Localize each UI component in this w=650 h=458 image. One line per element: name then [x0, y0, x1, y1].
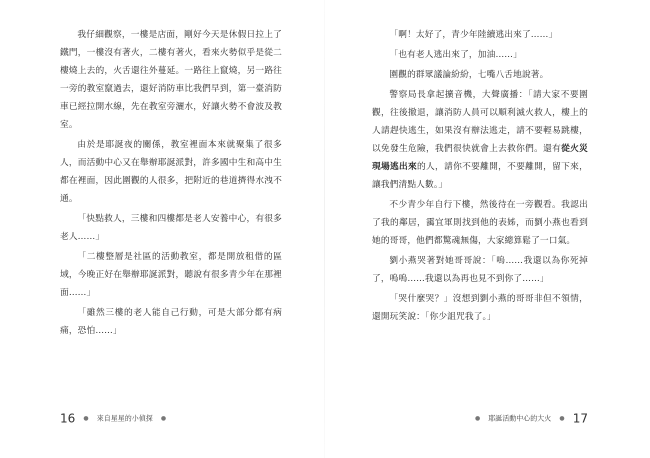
right-paragraph-3 [372, 66, 588, 84]
right-paragraph-4 [372, 86, 588, 194]
footer-dot-icon: ● [559, 415, 565, 422]
right-paragraph-6 [372, 252, 588, 288]
right-paragraph-6-text: 劉小燕哭著對她哥哥說：「嗚……我還以為你死掉了，嗚嗚……我還以為再也見不到你了……」 [372, 256, 588, 284]
left-running-title: 來自星星的小偵探 [96, 414, 153, 423]
left-page [60, 26, 282, 340]
right-paragraph-1-text: 「啊！太好了，青少年陸續逃出來了……」 [389, 30, 558, 40]
page-gutter [324, 0, 325, 458]
left-paragraph-4: 「二樓整層是社區的活動教室，都是開放租借的區域，今晚正好在舉辦耶誕派對，聽說有很多青少年在那裡面……」 [60, 252, 282, 298]
footer-dot-icon: ● [160, 415, 167, 422]
footer-dot-icon: ● [474, 415, 481, 422]
footer-dot-icon: ● [83, 415, 89, 422]
left-footer [60, 408, 169, 427]
right-paragraph-7-text: 「哭什麼哭？」沒想到劉小燕的哥哥非但不領情，還開玩笑說：「你少詛咒我了。」 [372, 294, 588, 322]
right-running-title: 耶誕活動中心的大火 [488, 414, 552, 423]
right-paragraph-5-text: 不少青少年自行下樓，然後待在一旁觀看。我認出了我的鄰居，靄宜軍則找到他的表姊，而劉小燕也看到她的哥哥，他們都驚魂無傷，大家總算鬆了一口氣。 [372, 200, 588, 246]
left-paragraph-1: 我仔細觀察，一樓是店面，剛好今天是休假日拉上了鐵門，一樓沒有著火，二樓有著火，看來火勢似乎是從二樓燒上去的，火舌還往外蔓延。一路往上竄燒，另一路往一旁的教室竄過去，還好消防車比我們早到，第一臺消防車已經拉開水線，先在教室旁灑水，好讓火勢不會波及教室。 [60, 30, 282, 130]
right-paragraph-7 [372, 290, 588, 326]
right-paragraph-2 [372, 46, 588, 64]
right-paragraph-4-text-b: 的人，請你不要離開，不要離開，留下來，讓我們清點人數。」 [372, 162, 589, 190]
right-footer [472, 408, 588, 427]
left-paragraph-3: 「快點救人，三樓和四樓都是老人安養中心，有很多老人……」 [60, 214, 282, 242]
right-page-number: 17 [572, 411, 588, 426]
right-paragraph-1 [372, 26, 588, 44]
left-page-number: 16 [60, 411, 76, 426]
right-paragraph-5 [372, 196, 588, 250]
right-paragraph-3-text: 圍觀的群眾議論紛紛，七嘴八舌地說著。 [389, 70, 549, 80]
left-paragraph-2: 由於是耶誕夜的關係，教室裡面本來就聚集了很多人，而活動中心又在舉辦耶誕派對，許多國中生和高中生都在裡面，因此圍觀的人很多，把附近的巷道擠得水洩不通。 [60, 140, 282, 204]
right-paragraph-4-emphasis: 從火災現場逃出來 [372, 144, 588, 172]
left-paragraph-5: 「雖然三樓的老人能自己行動，可是大部分都有病痛，恐怕……」 [60, 308, 282, 336]
right-paragraph-4-text-a: 警察局長拿起擴音機，大聲廣播：「請大家不要圍觀，往後撤退，讓消防人員可以順利滅火救人，樓上的人請趕快逃生，如果沒有辦法逃走，請不要輕易跳樓，以免發生危險，我們很快就會上去救你們。還有 [372, 90, 588, 154]
right-paragraph-2-text: 「也有老人逃出來了，加油……」 [389, 50, 522, 60]
right-page [372, 26, 588, 326]
